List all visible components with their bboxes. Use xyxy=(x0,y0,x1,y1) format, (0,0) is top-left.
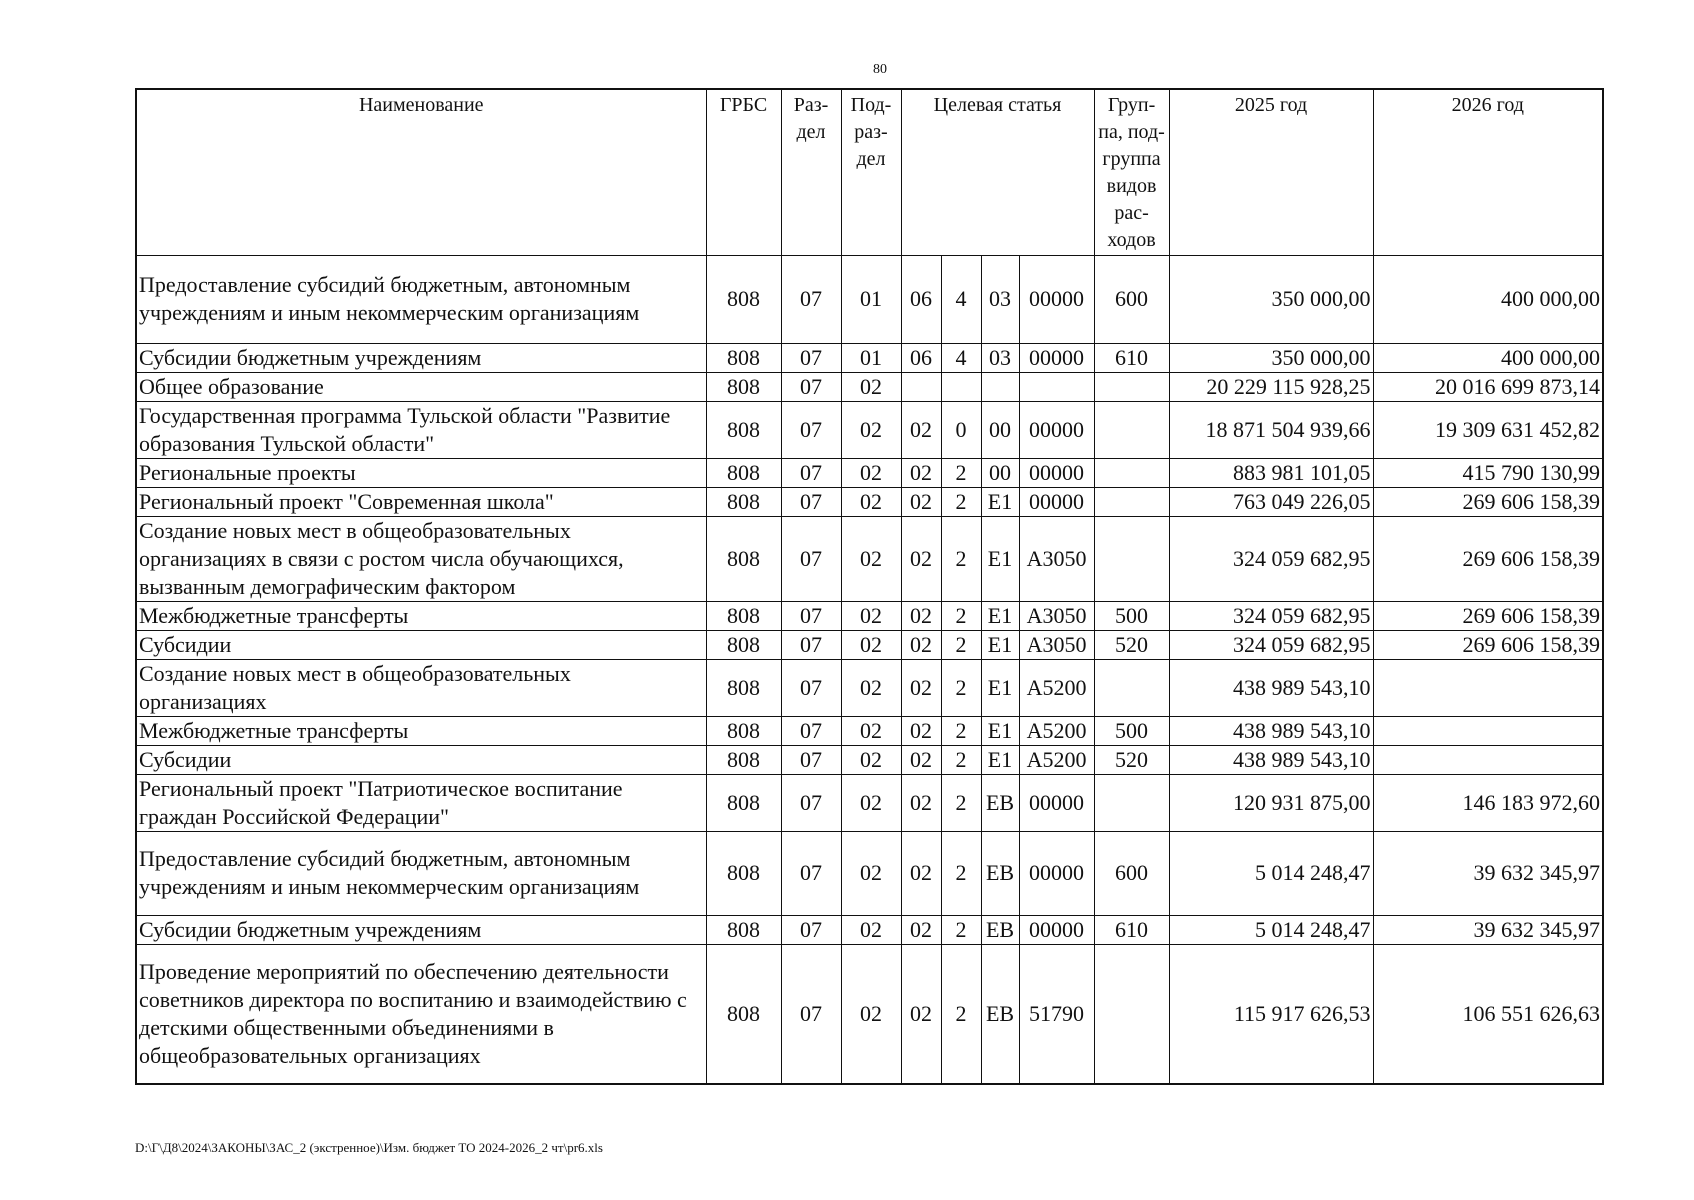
target-direction: 00000 xyxy=(1019,487,1094,516)
target-program: 02 xyxy=(901,716,941,745)
amount-2025: 120 931 875,00 xyxy=(1169,774,1373,831)
amount-2026 xyxy=(1373,659,1603,716)
grbs-code: 808 xyxy=(706,630,781,659)
target-type xyxy=(941,372,981,401)
target-direction: 00000 xyxy=(1019,774,1094,831)
razdel-code: 07 xyxy=(781,487,841,516)
razdel-code: 07 xyxy=(781,831,841,915)
razdel-code: 07 xyxy=(781,944,841,1084)
amount-2025: 438 989 543,10 xyxy=(1169,716,1373,745)
header-razdel: Раз- дел xyxy=(781,89,841,255)
target-type: 2 xyxy=(941,745,981,774)
target-project: EB xyxy=(981,774,1019,831)
target-direction: 00000 xyxy=(1019,831,1094,915)
target-type: 4 xyxy=(941,343,981,372)
target-program: 02 xyxy=(901,659,941,716)
amount-2025: 763 049 226,05 xyxy=(1169,487,1373,516)
table-row xyxy=(136,401,1603,458)
target-type: 2 xyxy=(941,774,981,831)
amount-2025: 350 000,00 xyxy=(1169,255,1373,343)
target-project: 00 xyxy=(981,401,1019,458)
target-direction: 00000 xyxy=(1019,343,1094,372)
header-name: Наименование xyxy=(136,89,706,255)
razdel-code: 07 xyxy=(781,516,841,601)
grbs-code: 808 xyxy=(706,401,781,458)
header-expense-group: Груп- па, под- группа видов рас- ходов xyxy=(1094,89,1169,255)
expense-group-code: 610 xyxy=(1094,915,1169,944)
podrazdel-code: 02 xyxy=(841,915,901,944)
table-row xyxy=(136,716,1603,745)
podrazdel-code: 02 xyxy=(841,745,901,774)
razdel-code: 07 xyxy=(781,343,841,372)
target-project: E1 xyxy=(981,659,1019,716)
row-name: Предоставление субсидий бюджетным, автономным учреждениям и иным некоммерческим организациям xyxy=(136,255,706,343)
target-project xyxy=(981,372,1019,401)
amount-2026: 400 000,00 xyxy=(1373,343,1603,372)
grbs-code: 808 xyxy=(706,659,781,716)
amount-2026: 269 606 158,39 xyxy=(1373,487,1603,516)
target-project: E1 xyxy=(981,716,1019,745)
podrazdel-code: 01 xyxy=(841,255,901,343)
header-podrazdel: Под- раз- дел xyxy=(841,89,901,255)
amount-2025: 324 059 682,95 xyxy=(1169,601,1373,630)
grbs-code: 808 xyxy=(706,944,781,1084)
row-name: Создание новых мест в общеобразовательных организациях xyxy=(136,659,706,716)
expense-group-code: 500 xyxy=(1094,601,1169,630)
table-header-row xyxy=(136,89,1603,255)
grbs-code: 808 xyxy=(706,716,781,745)
target-type: 2 xyxy=(941,831,981,915)
budget-table xyxy=(135,88,1604,1085)
podrazdel-code: 02 xyxy=(841,659,901,716)
target-program: 02 xyxy=(901,401,941,458)
razdel-code: 07 xyxy=(781,458,841,487)
target-program: 02 xyxy=(901,944,941,1084)
target-type: 2 xyxy=(941,458,981,487)
table-row xyxy=(136,458,1603,487)
target-program: 02 xyxy=(901,915,941,944)
row-name: Субсидии xyxy=(136,630,706,659)
target-project: E1 xyxy=(981,745,1019,774)
razdel-code: 07 xyxy=(781,401,841,458)
expense-group-code xyxy=(1094,774,1169,831)
amount-2026 xyxy=(1373,745,1603,774)
razdel-code: 07 xyxy=(781,915,841,944)
amount-2025: 324 059 682,95 xyxy=(1169,630,1373,659)
amount-2026: 20 016 699 873,14 xyxy=(1373,372,1603,401)
target-project: EB xyxy=(981,944,1019,1084)
expense-group-code xyxy=(1094,944,1169,1084)
target-project: EB xyxy=(981,915,1019,944)
razdel-code: 07 xyxy=(781,774,841,831)
grbs-code: 808 xyxy=(706,745,781,774)
amount-2026: 39 632 345,97 xyxy=(1373,915,1603,944)
target-program: 02 xyxy=(901,774,941,831)
table-row xyxy=(136,831,1603,915)
grbs-code: 808 xyxy=(706,343,781,372)
target-program: 02 xyxy=(901,745,941,774)
target-program: 02 xyxy=(901,630,941,659)
target-program: 06 xyxy=(901,343,941,372)
header-year-2025: 2025 год xyxy=(1169,89,1373,255)
expense-group-code xyxy=(1094,659,1169,716)
target-project: E1 xyxy=(981,487,1019,516)
amount-2025: 115 917 626,53 xyxy=(1169,944,1373,1084)
amount-2026: 146 183 972,60 xyxy=(1373,774,1603,831)
podrazdel-code: 02 xyxy=(841,372,901,401)
amount-2025: 20 229 115 928,25 xyxy=(1169,372,1373,401)
expense-group-code: 520 xyxy=(1094,630,1169,659)
amount-2026: 269 606 158,39 xyxy=(1373,630,1603,659)
expense-group-code xyxy=(1094,516,1169,601)
row-name: Межбюджетные трансферты xyxy=(136,716,706,745)
grbs-code: 808 xyxy=(706,372,781,401)
razdel-code: 07 xyxy=(781,601,841,630)
podrazdel-code: 02 xyxy=(841,401,901,458)
target-program: 02 xyxy=(901,831,941,915)
table-row xyxy=(136,516,1603,601)
podrazdel-code: 02 xyxy=(841,487,901,516)
page-number: 80 xyxy=(873,62,887,77)
target-type: 2 xyxy=(941,915,981,944)
grbs-code: 808 xyxy=(706,487,781,516)
amount-2025: 438 989 543,10 xyxy=(1169,659,1373,716)
target-direction: 00000 xyxy=(1019,255,1094,343)
podrazdel-code: 02 xyxy=(841,831,901,915)
grbs-code: 808 xyxy=(706,774,781,831)
target-direction: 00000 xyxy=(1019,458,1094,487)
file-path-footer: D:\Г\Д8\2024\ЗАКОНЫ\ЗАС_2 (экстренное)\Изм. бюджет ТО 2024-2026_2 чт\pr6.xls xyxy=(135,1140,603,1155)
table-row xyxy=(136,659,1603,716)
target-direction: A5200 xyxy=(1019,659,1094,716)
amount-2025: 5 014 248,47 xyxy=(1169,915,1373,944)
target-project: E1 xyxy=(981,630,1019,659)
expense-group-code: 600 xyxy=(1094,255,1169,343)
podrazdel-code: 02 xyxy=(841,630,901,659)
amount-2026: 19 309 631 452,82 xyxy=(1373,401,1603,458)
amount-2025: 438 989 543,10 xyxy=(1169,745,1373,774)
target-project: E1 xyxy=(981,601,1019,630)
target-type: 2 xyxy=(941,630,981,659)
grbs-code: 808 xyxy=(706,915,781,944)
amount-2026: 106 551 626,63 xyxy=(1373,944,1603,1084)
expense-group-code xyxy=(1094,458,1169,487)
razdel-code: 07 xyxy=(781,255,841,343)
expense-group-code: 600 xyxy=(1094,831,1169,915)
amount-2025: 883 981 101,05 xyxy=(1169,458,1373,487)
target-direction xyxy=(1019,372,1094,401)
target-program: 02 xyxy=(901,487,941,516)
row-name: Региональные проекты xyxy=(136,458,706,487)
amount-2026: 39 632 345,97 xyxy=(1373,831,1603,915)
podrazdel-code: 02 xyxy=(841,944,901,1084)
target-direction: 00000 xyxy=(1019,915,1094,944)
target-project: E1 xyxy=(981,516,1019,601)
table-row xyxy=(136,487,1603,516)
target-project: 03 xyxy=(981,343,1019,372)
row-name: Создание новых мест в общеобразовательных организациях в связи с ростом числа обучающихся, вызванным демографическим фактором xyxy=(136,516,706,601)
row-name: Межбюджетные трансферты xyxy=(136,601,706,630)
grbs-code: 808 xyxy=(706,255,781,343)
row-name: Проведение мероприятий по обеспечению деятельности советников директора по воспитанию и взаимодействию с детскими общественными объединениями в общеобразовательных организациях xyxy=(136,944,706,1084)
target-type: 4 xyxy=(941,255,981,343)
razdel-code: 07 xyxy=(781,372,841,401)
target-direction: 00000 xyxy=(1019,401,1094,458)
amount-2025: 5 014 248,47 xyxy=(1169,831,1373,915)
target-program: 06 xyxy=(901,255,941,343)
target-direction: A3050 xyxy=(1019,630,1094,659)
target-type: 2 xyxy=(941,487,981,516)
grbs-code: 808 xyxy=(706,601,781,630)
razdel-code: 07 xyxy=(781,630,841,659)
target-program: 02 xyxy=(901,601,941,630)
row-name: Региональный проект "Патриотическое воспитание граждан Российской Федерации" xyxy=(136,774,706,831)
expense-group-code xyxy=(1094,401,1169,458)
amount-2025: 324 059 682,95 xyxy=(1169,516,1373,601)
amount-2026: 269 606 158,39 xyxy=(1373,601,1603,630)
grbs-code: 808 xyxy=(706,831,781,915)
target-program: 02 xyxy=(901,458,941,487)
expense-group-code xyxy=(1094,372,1169,401)
target-type: 2 xyxy=(941,601,981,630)
expense-group-code xyxy=(1094,487,1169,516)
podrazdel-code: 02 xyxy=(841,458,901,487)
row-name: Субсидии бюджетным учреждениям xyxy=(136,915,706,944)
target-project: 00 xyxy=(981,458,1019,487)
target-type: 2 xyxy=(941,659,981,716)
podrazdel-code: 02 xyxy=(841,601,901,630)
razdel-code: 07 xyxy=(781,659,841,716)
podrazdel-code: 02 xyxy=(841,774,901,831)
table-row xyxy=(136,343,1603,372)
expense-group-code: 520 xyxy=(1094,745,1169,774)
amount-2025: 350 000,00 xyxy=(1169,343,1373,372)
grbs-code: 808 xyxy=(706,516,781,601)
header-grbs: ГРБС xyxy=(706,89,781,255)
amount-2026 xyxy=(1373,716,1603,745)
target-project: 03 xyxy=(981,255,1019,343)
target-type: 0 xyxy=(941,401,981,458)
row-name: Региональный проект "Современная школа" xyxy=(136,487,706,516)
podrazdel-code: 02 xyxy=(841,716,901,745)
row-name: Общее образование xyxy=(136,372,706,401)
table-row xyxy=(136,745,1603,774)
target-type: 2 xyxy=(941,516,981,601)
expense-group-code: 610 xyxy=(1094,343,1169,372)
table-row xyxy=(136,601,1603,630)
target-program xyxy=(901,372,941,401)
amount-2025: 18 871 504 939,66 xyxy=(1169,401,1373,458)
header-year-2026: 2026 год xyxy=(1373,89,1603,255)
row-name: Государственная программа Тульской области "Развитие образования Тульской области" xyxy=(136,401,706,458)
grbs-code: 808 xyxy=(706,458,781,487)
table-row xyxy=(136,255,1603,343)
table-row xyxy=(136,944,1603,1084)
row-name: Субсидии бюджетным учреждениям xyxy=(136,343,706,372)
target-type: 2 xyxy=(941,716,981,745)
razdel-code: 07 xyxy=(781,745,841,774)
razdel-code: 07 xyxy=(781,716,841,745)
expense-group-code: 500 xyxy=(1094,716,1169,745)
table-row xyxy=(136,630,1603,659)
row-name: Предоставление субсидий бюджетным, автономным учреждениям и иным некоммерческим организациям xyxy=(136,831,706,915)
target-direction: A5200 xyxy=(1019,716,1094,745)
amount-2026: 269 606 158,39 xyxy=(1373,516,1603,601)
row-name: Субсидии xyxy=(136,745,706,774)
table-row xyxy=(136,774,1603,831)
target-direction: A3050 xyxy=(1019,516,1094,601)
table-row xyxy=(136,915,1603,944)
target-project: EB xyxy=(981,831,1019,915)
target-direction: 51790 xyxy=(1019,944,1094,1084)
podrazdel-code: 01 xyxy=(841,343,901,372)
target-type: 2 xyxy=(941,944,981,1084)
target-program: 02 xyxy=(901,516,941,601)
amount-2026: 415 790 130,99 xyxy=(1373,458,1603,487)
podrazdel-code: 02 xyxy=(841,516,901,601)
target-direction: A3050 xyxy=(1019,601,1094,630)
header-target-article: Целевая статья xyxy=(901,89,1094,255)
target-direction: A5200 xyxy=(1019,745,1094,774)
amount-2026: 400 000,00 xyxy=(1373,255,1603,343)
table-row xyxy=(136,372,1603,401)
